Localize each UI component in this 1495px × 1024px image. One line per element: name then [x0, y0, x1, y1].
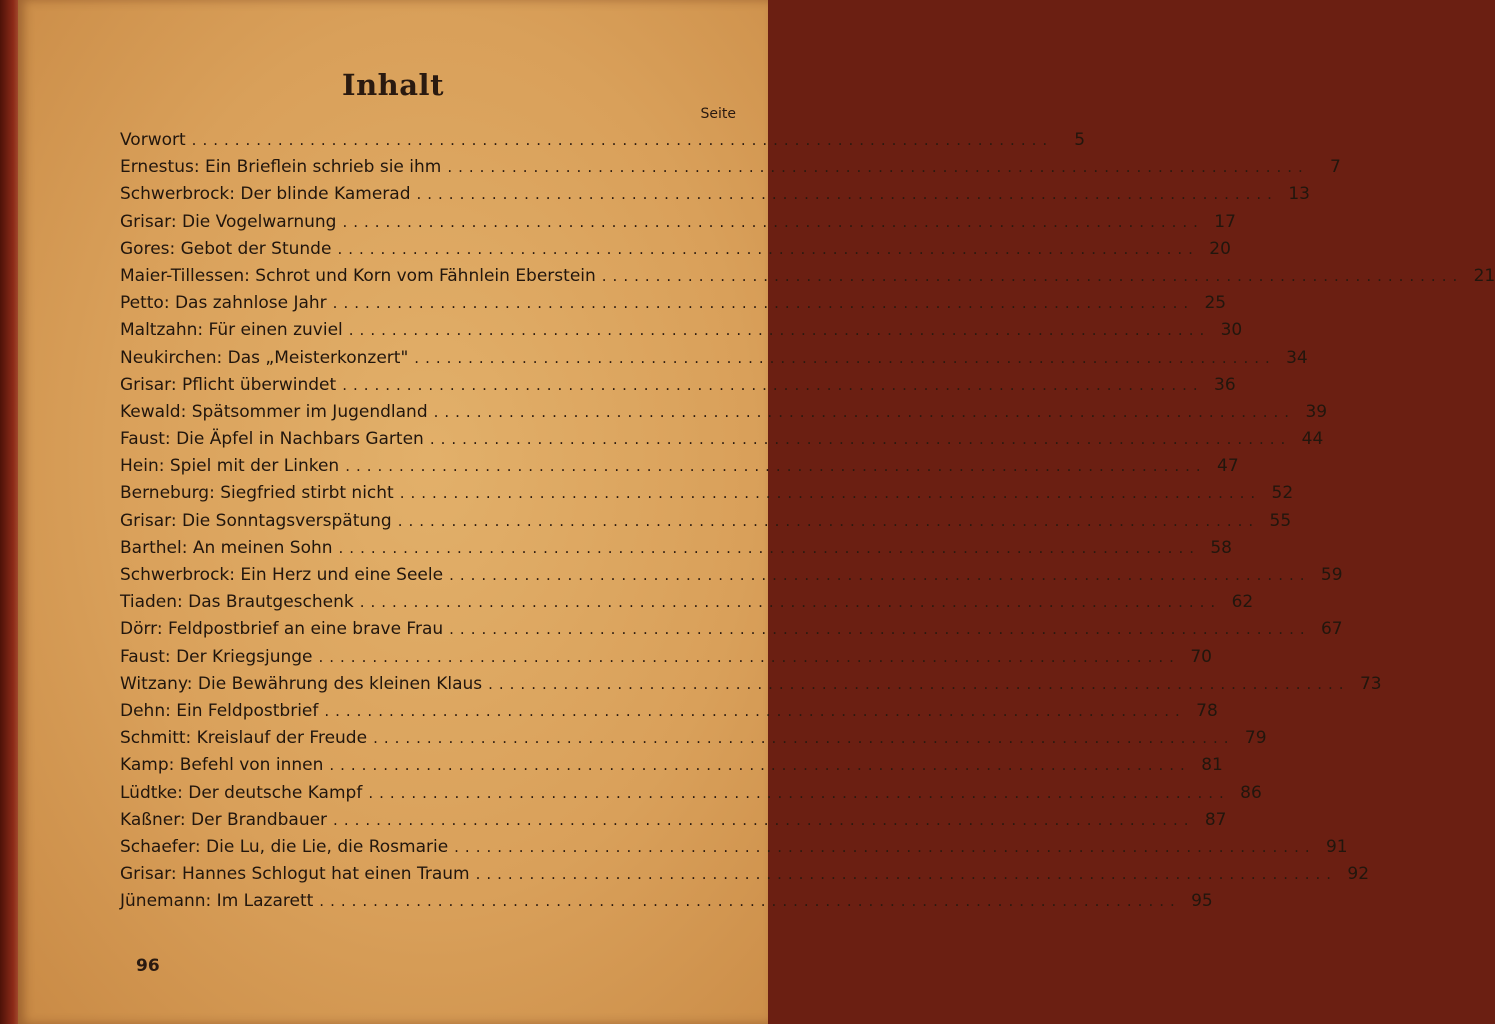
- toc-entry: [120, 700, 1218, 728]
- toc-leader-dots: ................................................................................: [397, 511, 1260, 530]
- toc-entry-page: 30: [1220, 320, 1243, 341]
- toc-entry: [120, 565, 1343, 592]
- toc-entry-title: Grisar: Die Sonntagsverspätung: [120, 510, 392, 531]
- toc-entry-page: 36: [1214, 374, 1236, 395]
- toc-entry: [120, 782, 1262, 810]
- toc-entry: [120, 347, 1308, 375]
- toc-entry: [120, 891, 1213, 918]
- toc-entry-page: 34: [1286, 347, 1308, 368]
- toc-leader-dots: ................................................................................: [329, 756, 1191, 775]
- toc-entry: [120, 320, 1243, 347]
- toc-entry-page: 52: [1271, 483, 1294, 504]
- toc-entry: [120, 646, 1212, 674]
- toc-leader-dots: ................................................................................: [338, 538, 1200, 557]
- toc-entry: [120, 728, 1267, 755]
- toc-leader-dots: ................................................................................: [342, 212, 1204, 231]
- toc-entry-title: Petto: Das zahnlose Jahr: [120, 293, 327, 314]
- toc-entry-page: 81: [1201, 755, 1223, 776]
- toc-leader-dots: ................................................................................: [191, 131, 1054, 149]
- toc-entry-page: 58: [1210, 537, 1232, 558]
- toc-leader-dots: ................................................................................: [447, 158, 1309, 177]
- toc-leader-dots: ................................................................................: [416, 185, 1278, 204]
- toc-leader-dots: ................................................................................: [373, 729, 1235, 748]
- toc-entry: [120, 510, 1292, 538]
- toc-entry: [120, 130, 1086, 157]
- book-page: [18, 0, 1495, 1024]
- toc-entry-title: Dehn: Ein Feldpostbrief: [120, 700, 319, 721]
- toc-entry-page: 95: [1191, 891, 1213, 912]
- toc-entry-title: Berneburg: Siegfried stirbt nicht: [120, 483, 394, 504]
- toc-entry-page: 25: [1204, 293, 1227, 314]
- toc-entry-title: Schaefer: Die Lu, die Lie, die Rosmarie: [120, 836, 449, 857]
- toc-entry: [120, 211, 1236, 239]
- toc-leader-dots: ................................................................................: [433, 402, 1296, 421]
- toc-entry-page: 13: [1288, 184, 1310, 205]
- toc-entry: [120, 184, 1310, 211]
- toc-entry: [120, 864, 1370, 891]
- page-title: Inhalt: [342, 68, 444, 102]
- toc-entry: [120, 265, 1495, 293]
- toc-leader-dots: ................................................................................: [333, 810, 1195, 829]
- toc-entry: [120, 809, 1227, 837]
- table-of-contents: [120, 130, 1495, 918]
- toc-entry-title: Maier-Tillessen: Schrot und Korn vom Fähnlein Eberstein: [120, 265, 596, 286]
- toc-leader-dots: ................................................................................: [475, 865, 1338, 884]
- toc-entry-title: Schwerbrock: Der blinde Kamerad: [120, 184, 411, 205]
- toc-entry-page: 73: [1359, 673, 1382, 694]
- toc-leader-dots: ................................................................................: [324, 701, 1186, 720]
- toc-leader-dots: ................................................................................: [348, 321, 1211, 340]
- toc-leader-dots: ................................................................................: [449, 620, 1311, 639]
- toc-entry: [120, 483, 1294, 510]
- toc-entry-title: Kamp: Befehl von innen: [120, 755, 324, 776]
- toc-entry-page: 79: [1244, 728, 1267, 749]
- toc-entry-title: Grisar: Pflicht überwindet: [120, 374, 337, 395]
- toc-entry-title: Jünemann: Im Lazarett: [120, 891, 314, 912]
- toc-leader-dots: ................................................................................: [449, 566, 1311, 584]
- toc-entry: [120, 429, 1324, 456]
- toc-entry-page: 92: [1347, 864, 1370, 885]
- toc-entry: [120, 673, 1382, 701]
- toc-leader-dots: ................................................................................: [337, 239, 1199, 258]
- toc-entry-page: 70: [1190, 646, 1212, 667]
- toc-entry-page: 21: [1473, 265, 1495, 286]
- toc-entry-title: Gores: Gebot der Stunde: [120, 238, 332, 259]
- toc-entry-page: 87: [1204, 809, 1227, 830]
- toc-entry: [120, 456, 1239, 483]
- toc-entry-page: 17: [1214, 211, 1236, 232]
- toc-entry: [120, 157, 1341, 184]
- toc-entry: [120, 592, 1254, 619]
- toc-entry-title: Barthel: An meinen Sohn: [120, 537, 333, 558]
- toc-entry-title: Vorwort: [120, 130, 186, 150]
- toc-leader-dots: ................................................................................: [368, 783, 1230, 802]
- toc-entry-title: Hein: Spiel mit der Linken: [120, 456, 340, 477]
- toc-leader-dots: ................................................................................: [454, 837, 1316, 856]
- toc-entry-page: 55: [1269, 510, 1292, 531]
- toc-entry-page: 62: [1231, 592, 1254, 613]
- toc-entry-page: 67: [1320, 619, 1343, 640]
- toc-entry-page: 59: [1320, 565, 1343, 585]
- toc-leader-dots: ................................................................................: [359, 593, 1222, 612]
- toc-entry: [120, 836, 1348, 864]
- toc-entry-page: 20: [1209, 238, 1231, 259]
- toc-entry-title: Witzany: Die Bewährung des kleinen Klaus: [120, 673, 483, 694]
- toc-entry-page: 44: [1301, 429, 1324, 450]
- toc-entry-page: 78: [1196, 700, 1218, 721]
- toc-entry-page: 47: [1217, 456, 1239, 477]
- toc-entry-title: Faust: Die Äpfel in Nachbars Garten: [120, 429, 424, 450]
- toc-entry-title: Grisar: Hannes Schlogut hat einen Traum: [120, 864, 470, 885]
- toc-leader-dots: ................................................................................: [345, 457, 1207, 476]
- toc-entry: [120, 238, 1231, 266]
- toc-leader-dots: ................................................................................: [399, 484, 1262, 503]
- toc-entry: [120, 401, 1328, 429]
- toc-entry-title: Faust: Der Kriegsjunge: [120, 646, 313, 667]
- toc-entry-title: Maltzahn: Für einen zuviel: [120, 320, 343, 341]
- toc-entry-page: 91: [1325, 836, 1348, 857]
- toc-entry-title: Kaßner: Der Brandbauer: [120, 809, 328, 830]
- toc-entry: [120, 755, 1223, 782]
- toc-leader-dots: ................................................................................: [332, 294, 1195, 313]
- toc-leader-dots: ................................................................................: [342, 375, 1204, 394]
- toc-leader-dots: ................................................................................: [429, 430, 1292, 449]
- toc-entry: [120, 619, 1343, 646]
- toc-entry-page: 39: [1305, 401, 1328, 422]
- toc-leader-dots: ................................................................................: [318, 647, 1180, 666]
- toc-entry-title: Lüdtke: Der deutsche Kampf: [120, 782, 363, 803]
- toc-entry: [120, 374, 1236, 402]
- toc-entry-title: Ernestus: Ein Brieflein schrieb sie ihm: [120, 157, 442, 178]
- toc-entry-title: Grisar: Die Vogelwarnung: [120, 211, 337, 232]
- toc-entry-title: Schmitt: Kreislauf der Freude: [120, 728, 368, 749]
- toc-leader-dots: ................................................................................: [488, 674, 1350, 693]
- toc-entry-title: Dörr: Feldpostbrief an eine brave Frau: [120, 619, 444, 640]
- page-number: 96: [136, 956, 160, 976]
- toc-entry-page: 5: [1074, 130, 1086, 150]
- toc-leader-dots: ................................................................................: [319, 892, 1181, 911]
- toc-entry-title: Neukirchen: Das „Meisterkonzert": [120, 347, 409, 368]
- toc-entry: [120, 537, 1232, 565]
- toc-leader-dots: ................................................................................: [414, 348, 1276, 367]
- toc-entry-title: Kewald: Spätsommer im Jugendland: [120, 401, 428, 422]
- toc-leader-dots: ................................................................................: [601, 266, 1464, 285]
- toc-entry: [120, 293, 1227, 320]
- toc-entry-title: Schwerbrock: Ein Herz und eine Seele: [120, 565, 444, 585]
- toc-entry-title: Tiaden: Das Brautgeschenk: [120, 592, 354, 613]
- toc-entry-page: 7: [1329, 157, 1341, 178]
- toc-entry-page: 86: [1240, 782, 1262, 803]
- page-column-label: Seite: [700, 106, 736, 122]
